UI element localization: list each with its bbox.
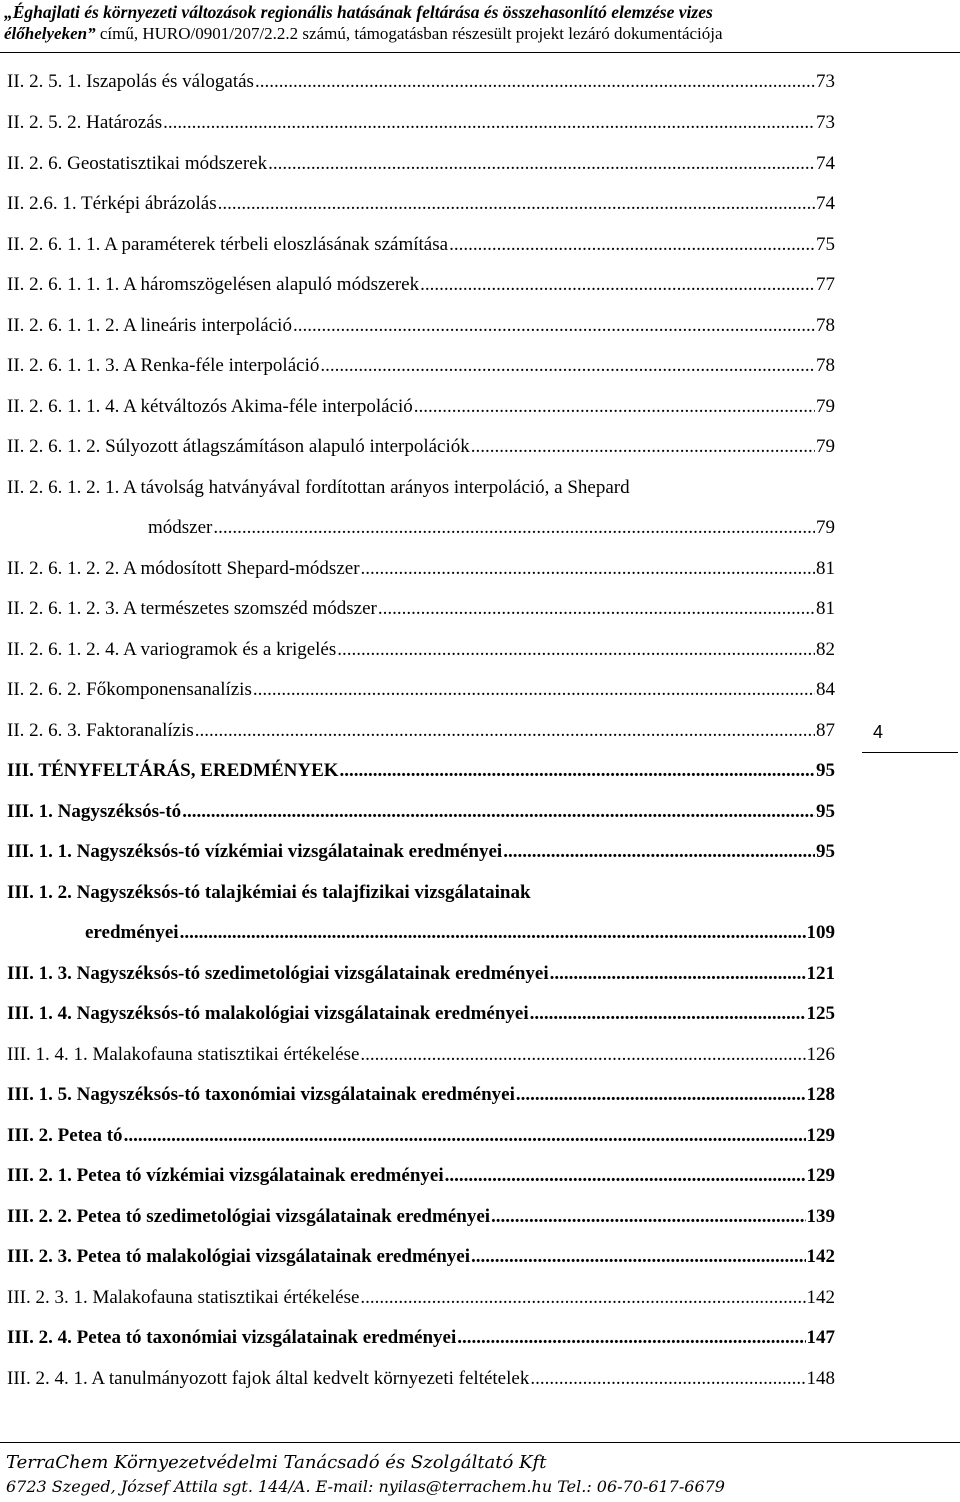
header-subtitle-rest: című, HURO/0901/207/2.2.2 számú, támogatásban részesült projekt lezáró dokumentációja bbox=[95, 24, 723, 43]
toc-entry-title: II. 2. 6. 1. 1. 3. A Renka-féle interpoláció bbox=[7, 355, 320, 376]
toc-entry-title: II. 2. 6. 1. 2. 3. A természetes szomszéd módszer bbox=[7, 598, 377, 619]
toc-entry[interactable] bbox=[7, 881, 835, 951]
toc-entry-title: II. 2. 6. Geostatisztikai módszerek bbox=[7, 153, 268, 174]
toc-dot-leader bbox=[124, 1124, 806, 1148]
toc-page-number: 74 bbox=[816, 153, 835, 174]
toc-entry-title: III. 1. 3. Nagyszéksós-tó szedimetológiai vizsgálatainak eredményei bbox=[7, 963, 549, 984]
toc-page-number: 73 bbox=[816, 112, 835, 133]
toc-page-number: 126 bbox=[806, 1044, 835, 1065]
toc-page-number: 82 bbox=[816, 639, 835, 660]
toc-entry-title: II. 2. 6. 1. 1. 4. A kétváltozós Akima-féle interpoláció bbox=[7, 396, 413, 417]
toc-dot-leader bbox=[195, 719, 815, 743]
toc-dot-leader bbox=[163, 111, 815, 135]
toc-entry[interactable] bbox=[7, 597, 835, 637]
toc-entry[interactable] bbox=[7, 840, 835, 880]
toc-dot-leader bbox=[445, 1164, 806, 1188]
toc-dot-leader bbox=[253, 678, 815, 702]
toc-page-number: 147 bbox=[806, 1327, 835, 1348]
toc-dot-leader bbox=[378, 597, 815, 621]
toc-entry[interactable] bbox=[7, 152, 835, 192]
toc-entry-title: III. 1. 4. Nagyszéksós-tó malakológiai vizsgálatainak eredményei bbox=[7, 1003, 529, 1024]
toc-page-number: 125 bbox=[806, 1003, 835, 1024]
toc-entry[interactable] bbox=[7, 1083, 835, 1123]
toc-page-number: 78 bbox=[816, 355, 835, 376]
toc-dot-leader bbox=[180, 921, 806, 945]
toc-entry[interactable] bbox=[7, 719, 835, 759]
toc-entry-title: II. 2. 6. 2. Főkomponensanalízis bbox=[7, 679, 252, 700]
toc-entry[interactable] bbox=[7, 638, 835, 678]
toc-page-number: 142 bbox=[806, 1287, 835, 1308]
toc-entry-title: III. 2. Petea tó bbox=[7, 1125, 123, 1146]
toc-entry-title: III. 2. 1. Petea tó vízkémiai vizsgálatainak eredményei bbox=[7, 1165, 444, 1186]
toc-dot-leader bbox=[213, 516, 815, 540]
toc-page-number: 84 bbox=[816, 679, 835, 700]
toc-dot-leader bbox=[530, 1367, 805, 1391]
toc-entry-title: III. 1. 5. Nagyszéksós-tó taxonómiai vizsgálatainak eredményei bbox=[7, 1084, 515, 1105]
toc-entry-title: II. 2. 6. 1. 2. Súlyozott átlagszámításon alapuló interpolációk bbox=[7, 436, 470, 457]
toc-entry-title: III. 2. 3. Petea tó malakológiai vizsgálatainak eredményei bbox=[7, 1246, 471, 1267]
toc-entry-title: II. 2. 6. 1. 1. 1. A háromszögelésen alapuló módszerek bbox=[7, 274, 420, 295]
toc-entry[interactable] bbox=[7, 233, 835, 273]
toc-entry-title-continued: módszer bbox=[148, 517, 213, 538]
toc-page-number: 142 bbox=[806, 1246, 835, 1267]
toc-entry[interactable] bbox=[7, 800, 835, 840]
toc-entry[interactable] bbox=[7, 314, 835, 354]
toc-page-number: 148 bbox=[806, 1368, 835, 1389]
toc-page-number: 129 bbox=[806, 1165, 835, 1186]
toc-entry-title: II. 2.6. 1. Térképi ábrázolás bbox=[7, 193, 217, 214]
header-subtitle bbox=[4, 24, 723, 44]
document-header bbox=[0, 0, 960, 52]
header-divider bbox=[0, 52, 960, 53]
toc-entry[interactable] bbox=[7, 1245, 835, 1285]
toc-entry-title: III. 1. 4. 1. Malakofauna statisztikai értékelése bbox=[7, 1044, 360, 1065]
toc-dot-leader bbox=[503, 840, 815, 864]
toc-dot-leader bbox=[218, 192, 815, 216]
toc-entry-title-continued: eredményei bbox=[85, 922, 179, 943]
toc-entry[interactable] bbox=[7, 1002, 835, 1042]
page-number: 4 bbox=[873, 722, 884, 742]
toc-dot-leader bbox=[471, 435, 815, 459]
footer-contact: 6723 Szeged, József Attila sgt. 144/A. E-mail: nyilas@terrachem.hu Tel.: 06-70-617-6679 bbox=[6, 1477, 725, 1496]
toc-entry-title: II. 2. 6. 1. 2. 1. A távolság hatványával fordítottan arányos interpoláció, a Shepard bbox=[7, 477, 630, 498]
toc-entry-title: III. 2. 2. Petea tó szedimetológiai vizsgálatainak eredményei bbox=[7, 1206, 491, 1227]
toc-page-number: 129 bbox=[806, 1125, 835, 1146]
toc-entry[interactable] bbox=[7, 273, 835, 313]
toc-dot-leader bbox=[337, 638, 815, 662]
toc-entry-title: III. TÉNYFELTÁRÁS, EREDMÉNYEK bbox=[7, 760, 339, 781]
toc-entry[interactable] bbox=[7, 1326, 835, 1366]
toc-entry-title: III. 1. 1. Nagyszéksós-tó vízkémiai vizsgálatainak eredményei bbox=[7, 841, 503, 862]
toc-entry-title: III. 2. 4. 1. A tanulmányozott fajok által kedvelt környezeti feltételek bbox=[7, 1368, 530, 1389]
toc-entry[interactable] bbox=[7, 1164, 835, 1204]
toc-page-number: 95 bbox=[816, 801, 835, 822]
toc-entry-title: II. 2. 5. 1. Iszapolás és válogatás bbox=[7, 71, 254, 92]
toc-entry[interactable] bbox=[7, 1367, 835, 1407]
document-footer bbox=[0, 1440, 960, 1502]
toc-page-number: 75 bbox=[816, 234, 835, 255]
toc-dot-leader bbox=[340, 759, 815, 783]
toc-page-number: 81 bbox=[816, 558, 835, 579]
toc-dot-leader bbox=[516, 1083, 806, 1107]
toc-dot-leader bbox=[530, 1002, 806, 1026]
toc-entry[interactable] bbox=[7, 678, 835, 718]
toc-dot-leader bbox=[471, 1245, 805, 1269]
toc-page-number: 128 bbox=[806, 1084, 835, 1105]
toc-dot-leader bbox=[320, 354, 815, 378]
toc-entry-title: II. 2. 5. 2. Határozás bbox=[7, 112, 163, 133]
footer-company: TerraChem Környezetvédelmi Tanácsadó és Szolgáltató Kft bbox=[6, 1452, 547, 1473]
toc-entry[interactable] bbox=[7, 1205, 835, 1245]
toc-entry[interactable] bbox=[7, 1124, 835, 1164]
toc-page-number: 79 bbox=[816, 436, 835, 457]
header-subtitle-emphasis: élőhelyeken” bbox=[4, 24, 96, 43]
toc-entry[interactable] bbox=[7, 395, 835, 435]
toc-entry[interactable] bbox=[7, 192, 835, 232]
toc-page-number: 139 bbox=[806, 1206, 835, 1227]
toc-entry[interactable] bbox=[7, 354, 835, 394]
toc-entry-title: III. 1. 2. Nagyszéksós-tó talajkémiai és talajfizikai vizsgálatainak bbox=[7, 882, 531, 903]
toc-page-number: 109 bbox=[806, 922, 835, 943]
header-title: „Éghajlati és környezeti változások regionális hatásának feltárása és összehasonlító elemzése vizes bbox=[4, 2, 713, 22]
toc-entry-title: II. 2. 6. 3. Faktoranalízis bbox=[7, 720, 194, 741]
toc-dot-leader bbox=[457, 1326, 805, 1350]
toc-entry[interactable] bbox=[7, 111, 835, 151]
toc-entry-title: III. 1. Nagyszéksós-tó bbox=[7, 801, 182, 822]
toc-dot-leader bbox=[293, 314, 815, 338]
toc-dot-leader bbox=[255, 70, 815, 94]
toc-page-number: 95 bbox=[816, 760, 835, 781]
toc-page-number: 87 bbox=[816, 720, 835, 741]
toc-dot-leader bbox=[268, 152, 815, 176]
toc-page-number: 95 bbox=[816, 841, 835, 862]
toc-dot-leader bbox=[360, 1043, 805, 1067]
toc-dot-leader bbox=[491, 1205, 805, 1229]
toc-page-number: 78 bbox=[816, 315, 835, 336]
toc-entry-title: III. 2. 4. Petea tó taxonómiai vizsgálatainak eredményei bbox=[7, 1327, 457, 1348]
toc-page-number: 79 bbox=[816, 396, 835, 417]
toc-page-number: 121 bbox=[806, 963, 835, 984]
toc-page-number: 79 bbox=[816, 517, 835, 538]
toc-entry[interactable] bbox=[7, 1286, 835, 1326]
toc-entry[interactable] bbox=[7, 1043, 835, 1083]
toc-dot-leader bbox=[449, 233, 815, 257]
toc-dot-leader bbox=[182, 800, 815, 824]
toc-entry-title: II. 2. 6. 1. 1. 2. A lineáris interpoláció bbox=[7, 315, 292, 336]
toc-dot-leader bbox=[414, 395, 815, 419]
toc-dot-leader bbox=[361, 557, 815, 581]
toc-entry[interactable] bbox=[7, 557, 835, 597]
toc-dot-leader bbox=[360, 1286, 805, 1310]
toc-entry[interactable] bbox=[7, 70, 835, 110]
toc-entry[interactable] bbox=[7, 759, 835, 799]
toc-page-number: 74 bbox=[816, 193, 835, 214]
toc-entry-title: II. 2. 6. 1. 2. 2. A módosított Shepard-módszer bbox=[7, 558, 360, 579]
toc-page-number: 81 bbox=[816, 598, 835, 619]
toc-entry-title: III. 2. 3. 1. Malakofauna statisztikai értékelése bbox=[7, 1287, 360, 1308]
toc-entry-title: II. 2. 6. 1. 2. 4. A variogramok és a krigelés bbox=[7, 639, 337, 660]
toc-entry[interactable] bbox=[7, 476, 835, 546]
toc-page-number: 73 bbox=[816, 71, 835, 92]
footer-divider bbox=[0, 1442, 960, 1443]
toc-dot-leader bbox=[420, 273, 815, 297]
toc-entry[interactable] bbox=[7, 962, 835, 1002]
toc-entry[interactable] bbox=[7, 435, 835, 475]
toc-entry-title: II. 2. 6. 1. 1. A paraméterek térbeli eloszlásának számítása bbox=[7, 234, 449, 255]
toc-dot-leader bbox=[550, 962, 806, 986]
toc-page-number: 77 bbox=[816, 274, 835, 295]
page-number-rule bbox=[862, 752, 958, 753]
